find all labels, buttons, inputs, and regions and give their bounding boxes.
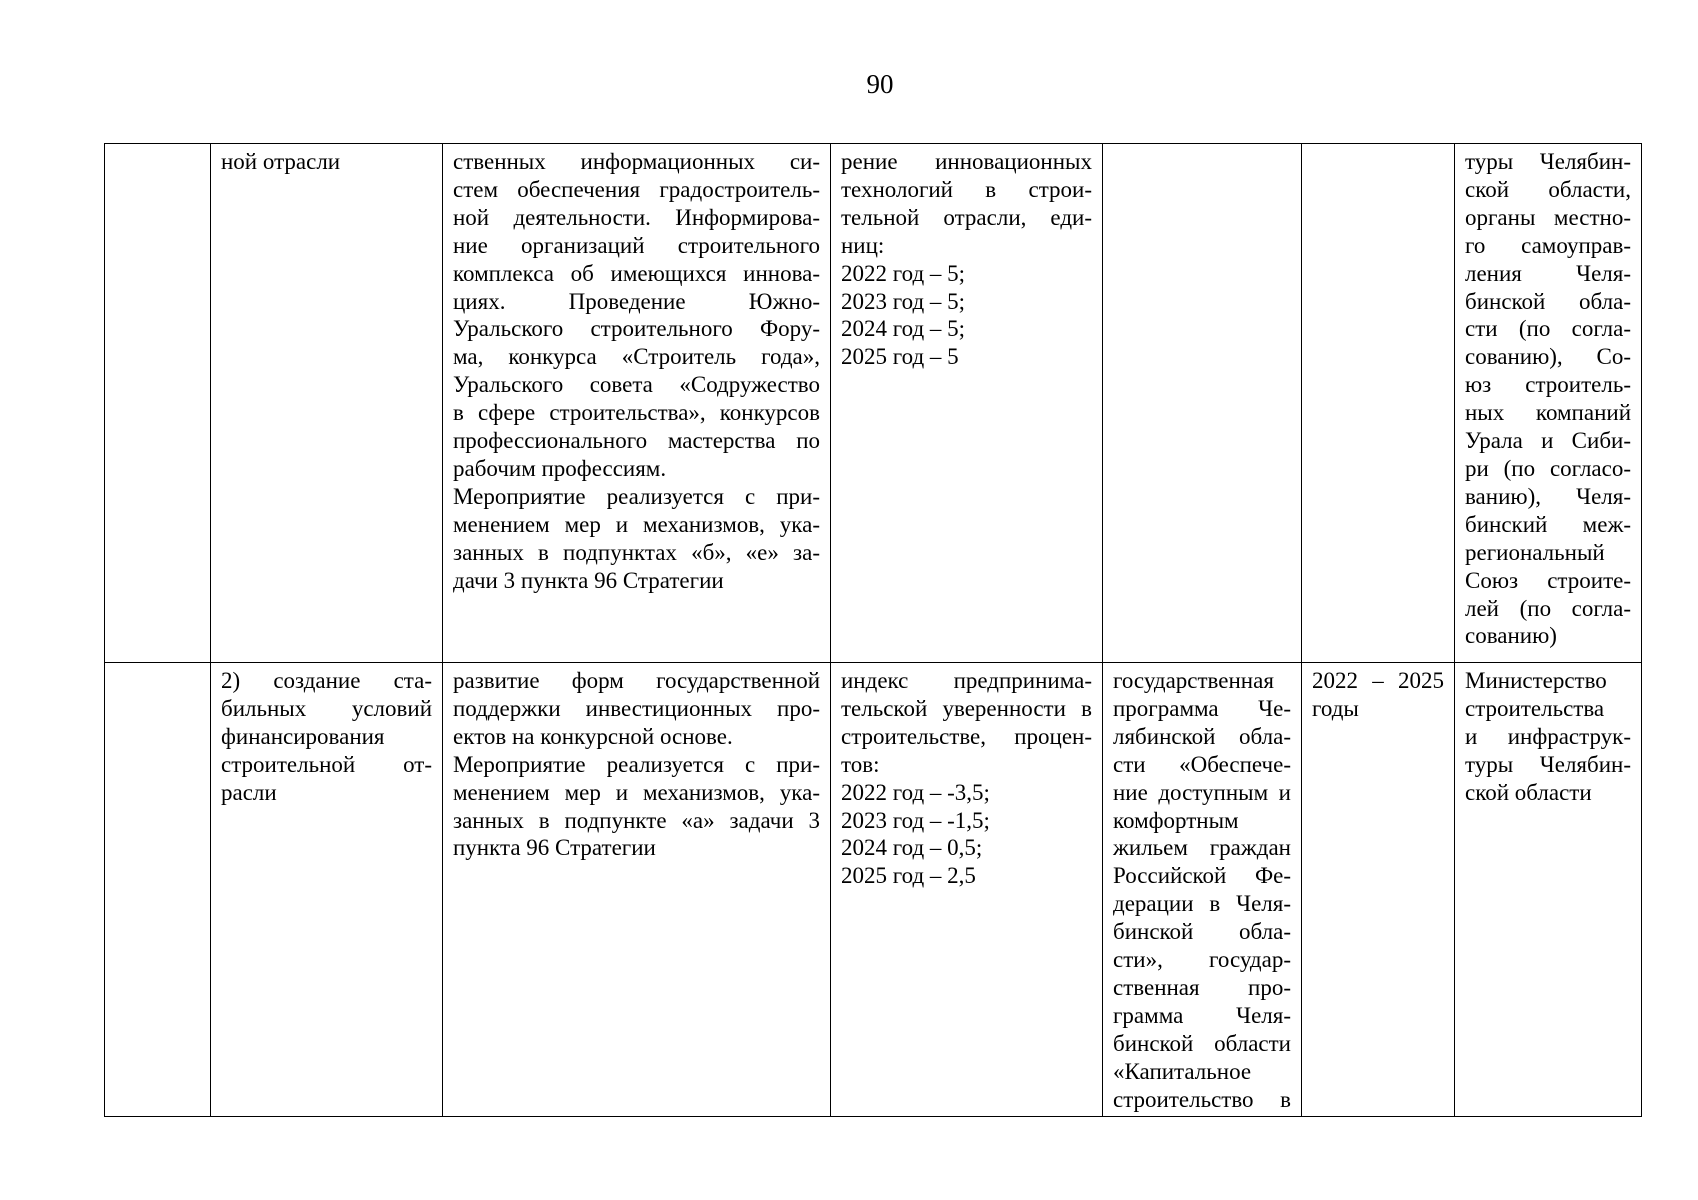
cell-text-line: туры Челябин- [1465,149,1631,174]
cell-period [1302,663,1455,1117]
cell-text-line: ние организаций строительного [453,232,820,258]
cell-text-line: ственная про- [1113,974,1291,1000]
cell-text-line: строительной от- [221,751,432,777]
cell-text-line: Мероприятие реализуется с при- [453,751,820,777]
cell-text-line: 2022 – 2025 [1312,668,1444,693]
page-number: 90 [866,69,894,99]
cell-text-line: программа Че- [1113,695,1291,721]
cell-text-line: лей (по согла- [1465,595,1631,621]
cell-text-line: бинской обла- [1113,919,1291,945]
cell-text-line: стем обеспечения градостроитель- [453,176,820,202]
cell-text-line: бинской области [1113,1030,1291,1056]
cell-text-line: менением мер и механизмов, ука- [453,511,820,537]
cell-text-line: финансирования [221,723,385,749]
cell-text-line: сованию), Со- [1465,344,1631,370]
cell-text-line: рабочим профессиям. [453,455,667,481]
cell-text-line: региональный [1465,539,1605,565]
cell-text-line: ных компаний [1465,400,1631,426]
cell-text-line: ской области [1465,779,1592,805]
cell-text-line: ниц: [841,232,885,258]
cell-indicator [831,144,1103,663]
cell-text-line: развитие форм государственной [453,668,820,693]
cell-text-line: рение инновационных [841,149,1092,174]
cell-text-line: ри (по согласо- [1465,455,1631,481]
cell-text-line: ванию), Челя- [1465,483,1631,509]
cell-text-line: менением мер и механизмов, ука- [453,779,820,805]
cell-text-line: го самоуправ- [1465,232,1631,258]
cell-text-line: сти», государ- [1113,947,1291,973]
cell-text-line: ние доступным и [1113,779,1291,805]
cell-text-line: Союз строите- [1465,567,1631,593]
cell-text-line: сованию) [1465,623,1557,649]
cell-text-line: ной деятельности. Информирова- [453,204,820,230]
cell-measure [443,144,831,663]
cell-executor [1455,663,1642,1117]
cell-text-line: государственная [1113,668,1274,693]
cell-text-line: органы местно- [1465,204,1631,230]
cell-text-line: ления Челя- [1465,260,1631,286]
cell-text-line: 2024 год – 0,5; [841,835,983,861]
cell-text-line: бильных условий [221,695,432,721]
cell-text-line: комфортным [1113,807,1239,833]
cell-text-line: Российской Фе- [1113,863,1291,889]
cell-text-line: ственных информационных си- [453,149,820,174]
cell-text-line: пункта 96 Стратегии [453,835,656,861]
cell-text-line: лябинской обла- [1113,723,1291,749]
cell-text-line: 2025 год – 2,5 [841,863,976,889]
cell-program [1103,144,1302,663]
cell-number [105,144,211,663]
cell-text-line: тельской уверенности в [841,695,1092,721]
cell-text-line: технологий в строи- [841,176,1092,202]
cell-text-line: дачи 3 пункта 96 Стратегии [453,567,724,593]
cell-text-line: профессионального мастерства по [453,428,820,454]
cell-text-line: туры Челябин- [1465,751,1631,777]
cell-text-line: бинской обла- [1465,288,1631,314]
cell-text-line: Мероприятие реализуется с при- [453,483,820,509]
cell-text-line: Министерство [1465,668,1607,693]
cell-text-line: занных в подпункте «а» задачи 3 [453,807,820,833]
cell-text-line: ектов на конкурсной основе. [453,723,733,749]
cell-text-line: 2023 год – -1,5; [841,807,990,833]
cell-executor [1455,144,1642,663]
cell-text-line: циях. Проведение Южно- [453,288,820,314]
table-row [105,663,1642,1117]
cell-text-line: поддержки инвестиционных про- [453,695,820,721]
cell-number [105,663,211,1117]
cell-text-line: тов: [841,751,880,777]
cell-text-line: занных в подпунктах «б», «е» за- [453,539,820,565]
cell-text-line: 2025 год – 5 [841,344,959,370]
cell-text-line: комплекса об имеющихся иннова- [453,260,820,286]
cell-text-line: 2022 год – 5; [841,260,966,286]
cell-text-line: ной отрасли [221,149,341,174]
cell-period [1302,144,1455,663]
cell-text-line: тельной отрасли, еди- [841,204,1092,230]
cell-measure [443,663,831,1117]
cell-text-line: Уральского строительного Фору- [453,316,820,342]
cell-text-line: расли [221,779,277,805]
cell-indicator [831,663,1103,1117]
cell-text-line: бинский меж- [1465,511,1631,537]
cell-text-line: «Капитальное [1113,1058,1252,1084]
cell-text-line: строительство в [1113,1086,1291,1112]
cell-text-line: сти «Обеспече- [1113,751,1291,777]
cell-text-line: 2022 год – -3,5; [841,779,990,805]
cell-text-line: сти (по согла- [1465,316,1631,342]
cell-text-line: грамма Челя- [1113,1002,1291,1028]
cell-text-line: ской области, [1465,176,1631,202]
cell-task [211,144,443,663]
cell-text-line: строительства [1465,695,1605,721]
cell-text-line: жильем граждан [1113,835,1291,861]
cell-text-line: индекс предпринима- [841,668,1092,693]
cell-text-line: юз строитель- [1465,372,1631,398]
cell-text-line: и инфраструк- [1465,723,1631,749]
cell-text-line: в сфере строительства», конкурсов [453,400,820,426]
cell-text-line: 2024 год – 5; [841,316,966,342]
cell-text-line: строительстве, процен- [841,723,1092,749]
cell-text-line: 2) создание ста- [221,668,432,693]
cell-text-line: дерации в Челя- [1113,891,1291,917]
cell-text-line: 2023 год – 5; [841,288,966,314]
cell-text-line: годы [1312,695,1359,721]
cell-task [211,663,443,1117]
measures-table [104,143,1642,1117]
table-row [105,144,1642,663]
cell-program [1103,663,1302,1117]
cell-text-line: ма, конкурса «Строитель года», [453,344,820,370]
cell-text-line: Уральского совета «Содружество [453,372,820,398]
cell-text-line: Урала и Сиби- [1465,428,1631,454]
